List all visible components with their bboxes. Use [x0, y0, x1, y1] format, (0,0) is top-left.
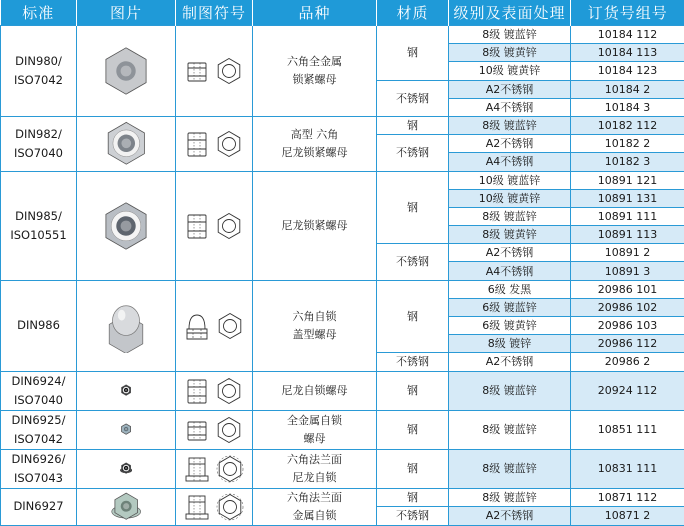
grade-cell: 6级 发黑 [449, 280, 571, 298]
drawing-symbol [176, 449, 253, 488]
product-name-cell: 六角法兰面 尼龙自锁 [253, 449, 377, 488]
order-code-cell: 10891 113 [571, 226, 684, 244]
header-material: 材质 [377, 0, 449, 26]
grade-cell: 8级 镀蓝锌 [449, 207, 571, 225]
material-cell: 不锈钢 [377, 353, 449, 371]
nylon-nut-side-and-hex-symbol [176, 372, 252, 410]
flange-nylon-nut-photo [77, 450, 175, 488]
black-nylon-nut-photo [77, 372, 175, 410]
material-cell: 不锈钢 [377, 135, 449, 171]
material-cell: 不锈钢 [377, 244, 449, 280]
product-photo [77, 171, 176, 280]
product-name-cell: 高型 六角 尼龙锁紧螺母 [253, 116, 377, 171]
material-cell: 钢 [377, 280, 449, 353]
standard-cell: DIN985/ ISO10551 [1, 171, 77, 280]
nylon-nut-side-and-hex-symbol [176, 117, 252, 171]
product-photo [77, 410, 176, 449]
table-row [1, 488, 684, 507]
grade-cell: 8级 镀黄锌 [449, 226, 571, 244]
grade-cell: 10级 镀蓝锌 [449, 171, 571, 189]
order-code-cell: 20986 112 [571, 335, 684, 353]
order-code-cell: 20924 112 [571, 371, 684, 410]
cap-lock-nut-photo [77, 281, 175, 371]
grade-cell: 8级 镀锌 [449, 335, 571, 353]
standard-cell: DIN982/ ISO7040 [1, 116, 77, 171]
flange-nut-side-and-hex-symbol [176, 450, 252, 488]
header-symbol: 制图符号 [176, 0, 253, 26]
product-photo [77, 116, 176, 171]
grade-cell: A4不锈钢 [449, 98, 571, 116]
table-row [1, 449, 684, 488]
flange-nut-side-and-hex-symbol [176, 489, 252, 525]
table-row [1, 280, 684, 298]
order-code-cell: 10891 3 [571, 262, 684, 280]
product-photo [77, 371, 176, 410]
grade-cell: A2不锈钢 [449, 135, 571, 153]
material-cell: 钢 [377, 371, 449, 410]
drawing-symbol [176, 488, 253, 525]
header-row [1, 0, 684, 26]
header-order-code: 订货号组号 [571, 0, 684, 26]
order-code-cell: 10831 111 [571, 449, 684, 488]
header-picture: 图片 [77, 0, 176, 26]
product-name-cell: 六角法兰面 金属自锁 [253, 488, 377, 525]
material-cell: 钢 [377, 26, 449, 81]
header-standard: 标准 [1, 0, 77, 26]
all-metal-hex-nut-photo [77, 26, 175, 116]
order-code-cell: 10184 123 [571, 62, 684, 80]
drawing-symbol [176, 280, 253, 371]
grade-cell: 10级 镀黄锌 [449, 189, 571, 207]
order-code-cell: 10871 112 [571, 488, 684, 507]
material-cell: 钢 [377, 171, 449, 244]
nut-side-and-hex-symbol [176, 411, 252, 449]
table-row [1, 116, 684, 134]
cap-nut-side-and-hex-symbol [176, 281, 252, 371]
table-row [1, 171, 684, 189]
grade-cell: 8级 镀蓝锌 [449, 26, 571, 44]
grade-cell: 6级 镀蓝锌 [449, 298, 571, 316]
material-cell: 不锈钢 [377, 80, 449, 116]
grade-cell: 8级 镀蓝锌 [449, 371, 571, 410]
header-product: 品种 [253, 0, 377, 26]
all-metal-lock-nut-photo [77, 411, 175, 449]
table-row [1, 371, 684, 410]
standard-cell: DIN6925/ ISO7042 [1, 410, 77, 449]
order-code-cell: 10851 111 [571, 410, 684, 449]
grade-cell: A4不锈钢 [449, 262, 571, 280]
drawing-symbol [176, 116, 253, 171]
product-name-cell: 尼龙锁紧螺母 [253, 171, 377, 280]
order-code-cell: 20986 103 [571, 317, 684, 335]
high-nylon-lock-nut-photo [77, 117, 175, 171]
product-name-cell: 六角自锁 盖型螺母 [253, 280, 377, 371]
order-code-cell: 20986 102 [571, 298, 684, 316]
standard-cell: DIN6927 [1, 488, 77, 525]
order-code-cell: 10182 3 [571, 153, 684, 171]
order-code-cell: 10891 111 [571, 207, 684, 225]
material-cell: 钢 [377, 449, 449, 488]
standard-cell: DIN980/ ISO7042 [1, 26, 77, 117]
grade-cell: 8级 镀蓝锌 [449, 410, 571, 449]
material-cell: 钢 [377, 116, 449, 134]
grade-cell: A2不锈钢 [449, 244, 571, 262]
drawing-symbol [176, 371, 253, 410]
grade-cell: 8级 镀黄锌 [449, 44, 571, 62]
product-photo [77, 488, 176, 525]
order-code-cell: 10891 121 [571, 171, 684, 189]
nut-side-and-hex-symbol [176, 26, 252, 116]
order-code-cell: 10184 113 [571, 44, 684, 62]
order-code-cell: 10184 2 [571, 80, 684, 98]
order-code-cell: 10182 112 [571, 116, 684, 134]
order-code-cell: 10184 112 [571, 26, 684, 44]
grade-cell: 10级 镀黄锌 [449, 62, 571, 80]
order-code-cell: 10182 2 [571, 135, 684, 153]
table-row [1, 410, 684, 449]
standard-cell: DIN6926/ ISO7043 [1, 449, 77, 488]
standard-cell: DIN986 [1, 280, 77, 371]
order-code-cell: 10891 2 [571, 244, 684, 262]
order-code-cell: 20986 101 [571, 280, 684, 298]
drawing-symbol [176, 26, 253, 117]
grade-cell: 6级 镀黄锌 [449, 317, 571, 335]
product-photo [77, 26, 176, 117]
table-row [1, 26, 684, 44]
drawing-symbol [176, 410, 253, 449]
product-photo [77, 449, 176, 488]
order-code-cell: 10891 131 [571, 189, 684, 207]
material-cell: 不锈钢 [377, 507, 449, 526]
nylon-nut-side-and-hex-symbol [176, 172, 252, 280]
drawing-symbol [176, 171, 253, 280]
header-grade: 级别及表面处理 [449, 0, 571, 26]
grade-cell: A2不锈钢 [449, 507, 571, 526]
grade-cell: A2不锈钢 [449, 80, 571, 98]
flange-metal-nut-photo [77, 489, 175, 525]
grade-cell: 8级 镀蓝锌 [449, 449, 571, 488]
product-name-cell: 全金属自锁 螺母 [253, 410, 377, 449]
product-name-cell: 六角全金属 锁紧螺母 [253, 26, 377, 117]
grade-cell: 8级 镀蓝锌 [449, 488, 571, 507]
grade-cell: A4不锈钢 [449, 153, 571, 171]
material-cell: 钢 [377, 488, 449, 507]
product-name-cell: 尼龙自锁螺母 [253, 371, 377, 410]
grade-cell: 8级 镀蓝锌 [449, 116, 571, 134]
order-code-cell: 10871 2 [571, 507, 684, 526]
grade-cell: A2不锈钢 [449, 353, 571, 371]
material-cell: 钢 [377, 410, 449, 449]
order-code-cell: 20986 2 [571, 353, 684, 371]
standard-cell: DIN6924/ ISO7040 [1, 371, 77, 410]
order-code-cell: 10184 3 [571, 98, 684, 116]
nylon-lock-nut-photo [77, 172, 175, 280]
product-photo [77, 280, 176, 371]
